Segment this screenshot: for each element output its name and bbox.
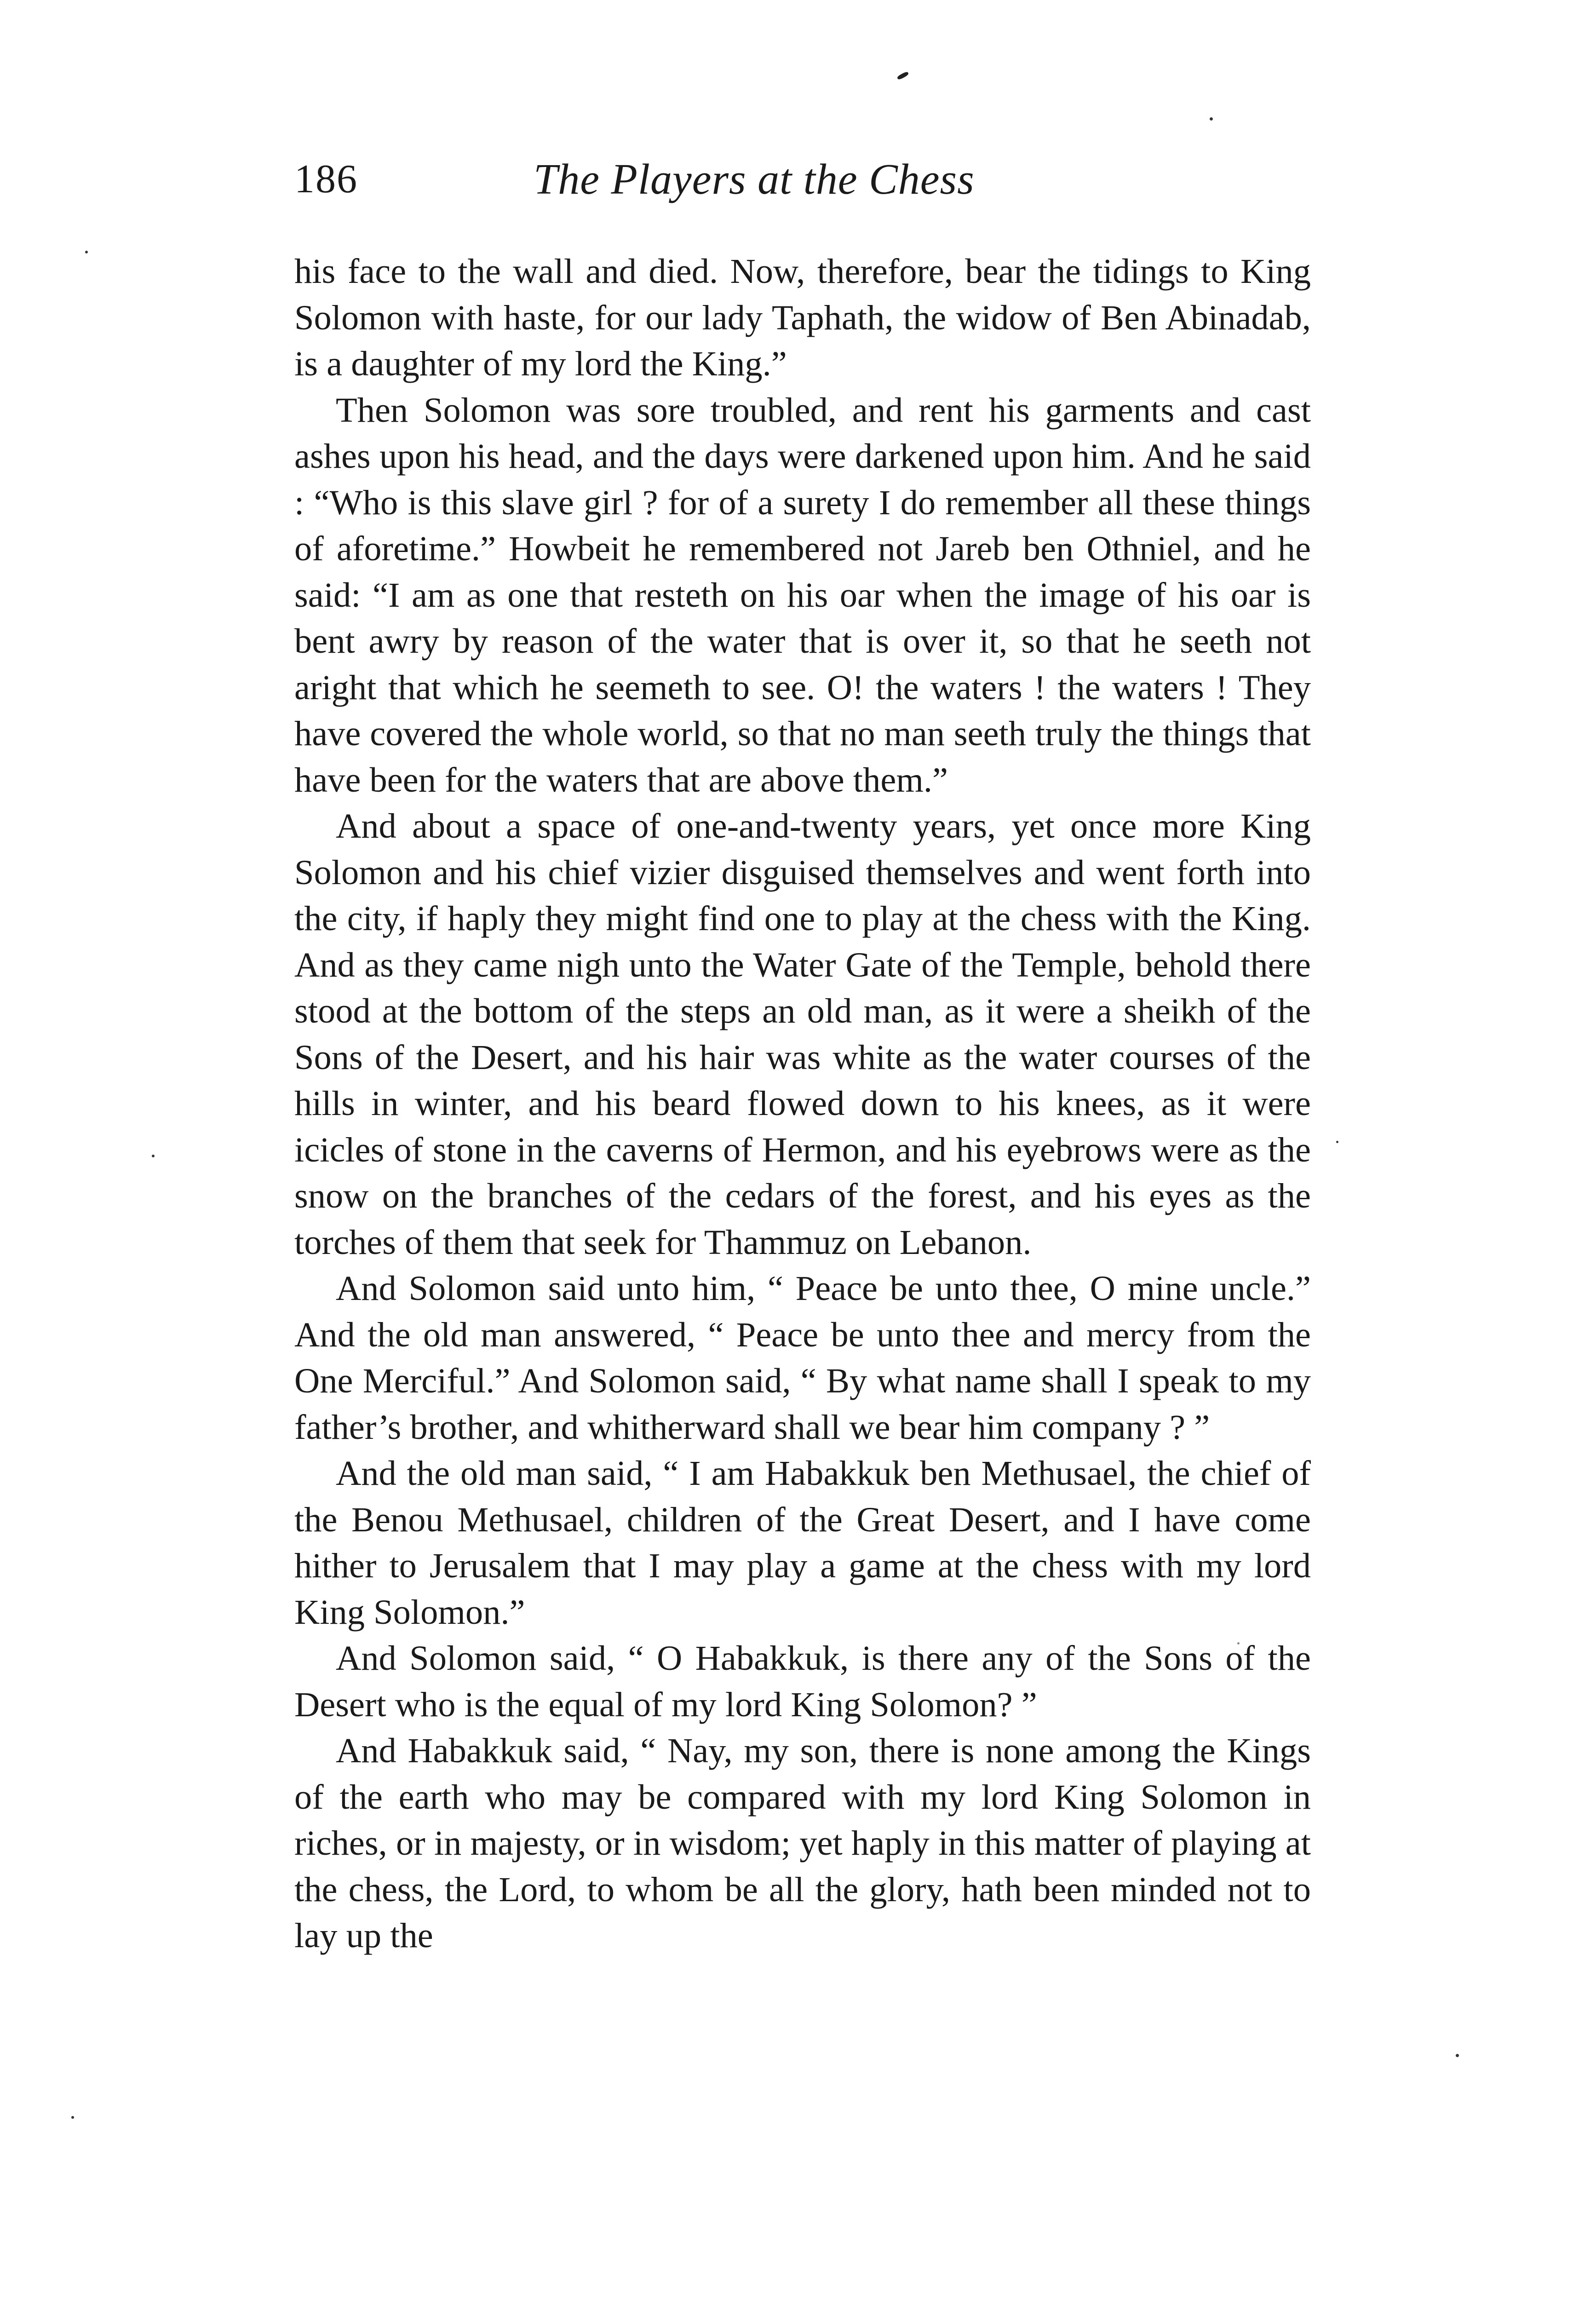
paragraph: And Habakkuk said, “ Nay, my son, there is none among the Kings of the earth who may be compared with my lord King Solomon in riches, or in majesty, or in wisdom; yet haply in this matter of playing at the chess, the Lord, to whom be all the glory, hath been minded not to lay up the bbox=[294, 1731, 1311, 1955]
ink-speck bbox=[85, 251, 88, 253]
ink-speck bbox=[1210, 117, 1213, 121]
paragraph: And the old man said, “ I am Habakkuk ben Methusael, the chief of the Benou Methusael, children of the Great Desert, and I have come hither to Jerusalem that I may play a game at the chess with my lord King Solomon.” bbox=[294, 1454, 1311, 1632]
page-number: 186 bbox=[294, 157, 358, 201]
ink-speck bbox=[1456, 2054, 1459, 2057]
paragraph: And Solomon said, “ O Habakkuk, is there any of the Sons of the Desert who is the equal of my lord King Solomon? ” bbox=[294, 1639, 1311, 1724]
ink-speck bbox=[896, 71, 909, 80]
ink-speck bbox=[152, 1155, 155, 1157]
running-title: The Players at the Chess bbox=[534, 155, 975, 203]
ink-speck bbox=[1336, 1141, 1338, 1143]
paragraph: And Solomon said unto him, “ Peace be unto thee, O mine uncle.” And the old man answered, “ Peace be unto thee and mercy from the One Merciful.” And Solomon said, “ By what name shall I speak to my father’s brother, and whitherward shall we bear him company ? ” bbox=[294, 1269, 1311, 1447]
page-header bbox=[294, 152, 1315, 221]
ink-speck bbox=[71, 2116, 74, 2119]
paragraph: Then Solomon was sore troubled, and rent his garments and cast ashes upon his head, and the days were darkened upon him. And he said : “Who is this slave girl ? for of a surety I do remember all these things of aforetime.” Howbeit he remembered not Jareb ben Othniel, and he said: “I am as one that resteth on his oar when the image of his oar is bent awry by reason of the water that is over it, so that he seeth not aright that which he seemeth to see. O! the waters ! the waters ! They have covered the whole world, so that no man seeth truly the things that have been for the waters that are above them.” bbox=[294, 390, 1311, 799]
paragraph: And about a space of one-and-twenty years, yet once more King Solomon and his chief vizier disguised themselves and went forth into the city, if haply they might find one to play at the chess with the King. And as they came nigh unto the Water Gate of the Temple, behold there stood at the bottom of the steps an old man, as it were a sheikh of the Sons of the Desert, and his hair was white as the water courses of the hills in winter, and his beard flowed down to his knees, as it were icicles of stone in the caverns of Hermon, and his eyebrows were as the snow on the branches of the cedars of the forest, and his eyes as the torches of them that seek for Thammuz on Lebanon. bbox=[294, 806, 1311, 1262]
paragraph: his face to the wall and died. Now, therefore, bear the tidings to King Solomon with haste, for our lady Taphath, the widow of Ben Abinadab, is a daughter of my lord the King.” bbox=[294, 252, 1311, 383]
body-text bbox=[294, 248, 1311, 1959]
